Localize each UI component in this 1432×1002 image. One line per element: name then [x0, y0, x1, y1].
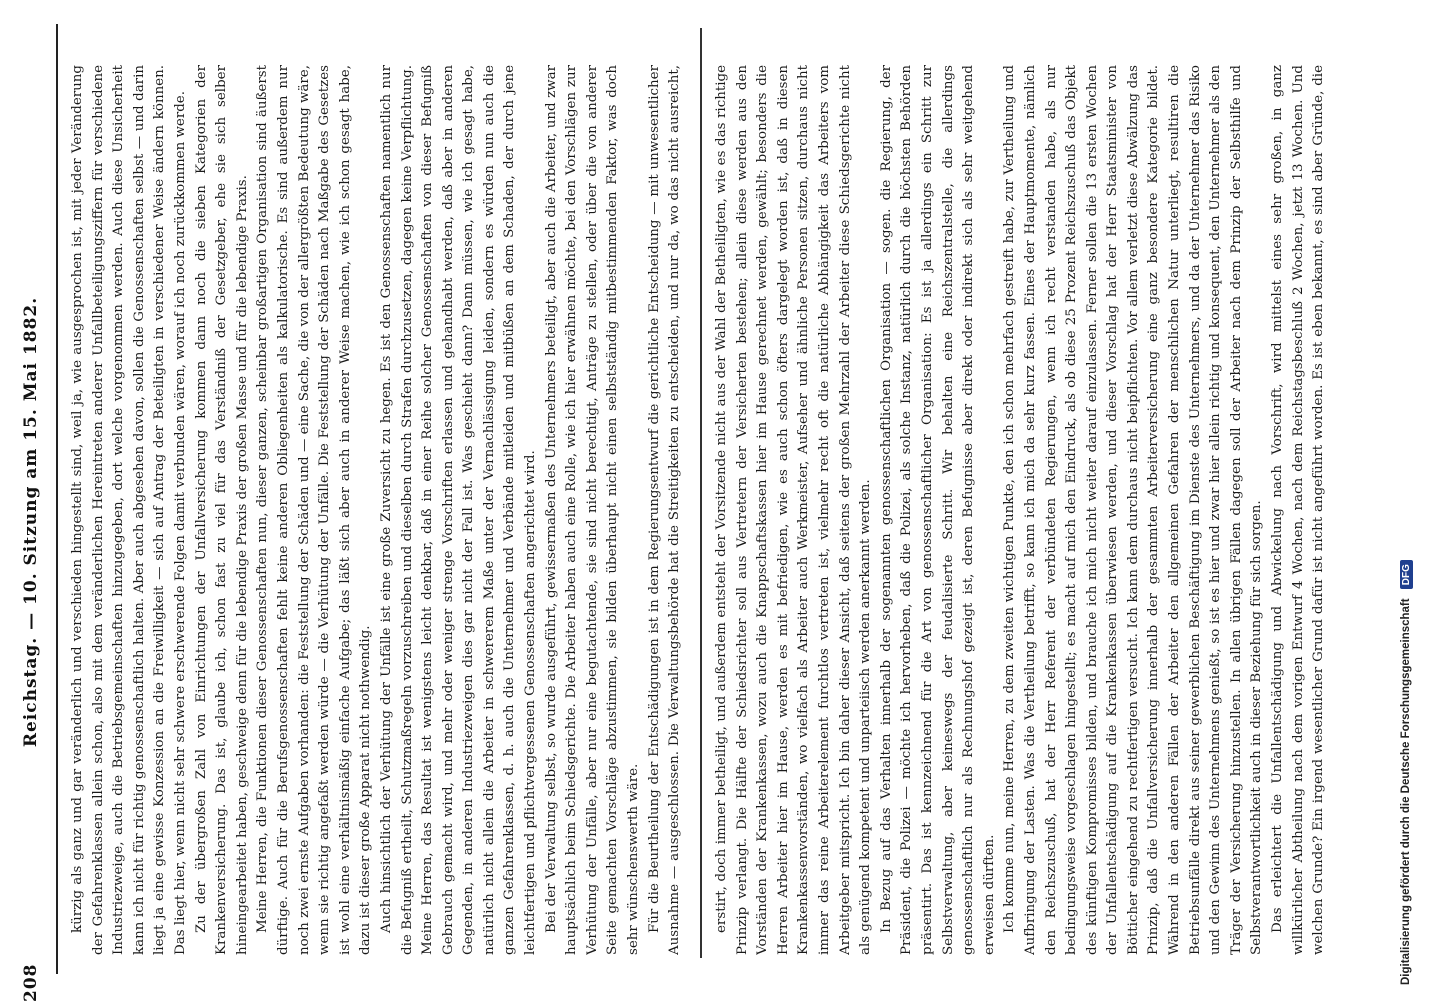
paragraph: Auch hinsichtlich der Verhütung der Unfälle ist eine große Zuversicht zu hegen. Es ist den Genossenschaften namentlich nur die Befugniß ertheilt, Schutzmaßregeln vorzuschreiben und dieselben durch Strafen durchzusetzen, dagegen keine Verpflichtung. Meine Herren, das Resultat ist wenigstens leicht denkbar, daß in einer Reihe solcher Genossenschaften von dieser Befugniß Gebrauch gemacht wird, und mehr oder weniger strenge Vorschriften erlassen und gehandhabt werden, daß aber in anderen Gegenden, in anderen Industriezweigen dies gar nicht der Fall ist. Was geschieht dann? Dann müssen, wie ich gesagt habe, natürlich nicht allein die Arbeiter in schwererem Maße unter der Vernachlässigung leiden, sondern es würden nun auch die ganzen Gefahrenklassen, d. h. auch die Unternehmer und Verbände mitleiden und mitbüßen an dem Schaden, der durch jene leichtfertigen und pflichtvergessenen Genossenschaften angerichtet wird. — [377, 65, 542, 955]
paragraph: Meine Herren, die Funktionen dieser Genossenschaften nun, dieser ganzen, scheinbar großartigen Organisation sind äußerst dürftige. Auch für die Berufsgenossenschaften fehlt keine anderen Obliegenheiten als kalkulatorische. Es sind außerdem nur noch zwei ernste Aufgaben vorhanden: die Feststellung der Schäden und — eine Sache, die von der allergrößten Bedeutung wäre, wenn sie richtig angefaßt werden würde — die Verhütung der Unfälle. Die Feststellung der Schäden nach Maßgabe des Gesetzes ist wohl eine verhältnismäßig einfache Aufgabe; das läßt sich aber auch in anderer Weise machen, wie ich schon gesagt habe, dazu ist dieser große Apparat nicht nothwendig. — [253, 65, 377, 955]
digitization-credit — [1400, 5, 1424, 985]
paragraph: Zu der übergroßen Zahl von Einrichtungen der Unfallversicherung kommen dann noch die sieben Kategorien der Krankenversicherung. Das ist, glaube ich, schon fast zu viel für das Verständniß der Gesetzgeber, ehe sie sich selber hineingearbeitet haben, geschweige denn für die lebendige Praxis der großen Masse und für die lebendige Praxis. — [192, 65, 254, 955]
paragraph: Für die Beurtheilung der Entschädigungen ist in dem Regierungsentwurf die gerichtliche Entscheidung — mit unwesentlicher Ausnahme — ausgeschlossen. Die Verwaltungsbehörde hat die Streitigkeiten zu entscheiden, und nur da, wo das nicht ausreicht, — [645, 65, 688, 955]
paragraph: kürzig als ganz und gar veränderlich und verschieden hingestellt sind, weil ja, wie ausgesprochen ist, mit jeder Veränderung der Gefahrenklassen allein schon, also mit dem veränderlichen Hereintreten anderer Unfallbeteiligungsziffern für verschiedene Industriezweige, auch die Betriebsgemeinschaften hinzugegeben, dort welche vorgenommen werden. Auch diese Unsicherheit kann ich nicht für richtig genossenschaftlich halten. Aber auch abgesehen davon, sollen die Genossenschaften selbst — und darin liegt ja eine gewisse Konzession an die Freiwilligkeit — sich auf Antrag der Beteiligten in verschiedener Weise ändern können. Das liegt hier, wenn nicht sehr schwere erschwerende Folgen damit verbunden wären, worauf ich noch zurückkommen werde. — [68, 65, 192, 955]
paragraph: Das erleichtert die Unfallentschädigung und Abwickelung nach Vorschrift, wird mittelst eines sehr großen, in ganz willkürlicher Abtheilung nach dem vorigen Entwurf 4 Wochen, nach dem Reichstagsbeschluß 2 Wochen, jetzt 13 Wochen. Und welchen Grunde? Ein irgend wesentlicher Grund dafür ist nicht angeführt worden. Es ist eben bekannt, es sind aber Gründe, die — [1268, 65, 1332, 955]
paragraph: Ich komme nun, meine Herren, zu dem zweiten wichtigen Punkte, den ich schon mehrfach gestreift habe, zur Vertheilung und Aufbringung der Lasten. Was die Vertheilung betrifft, so kann ich mich da sehr kurz fassen. Eines der Hauptmomente, nämlich den Reichszuschuß, hat der Herr Referent der verbündeten Regierungen, wenn ich recht verstanden habe, als nur bedingungsweise vorgeschlagen hingestellt; es macht auf mich den Eindruck, als ob diese 25 Prozent Reichszuschuß das Objekt des künftigen Kompromisses bilden, und brauche ich mich nicht weiter darauf einzulassen. Ferner sollen die 13 ersten Wochen der Unfallentschädigung auf die Krankenkassen überwiesen werden, und dieser Vorschlag hat der Herr Staatsminister von Bötticher eingehend zu rechtfertigen versucht. Ich kann dem durchaus nicht beipflichten. Vor allem verletzt diese Abwälzung das Prinzip, daß die Unfallversicherung innerhalb der gesammten Arbeiterversicherung eine ganz besondere Kategorie bildet. Während in den anderen Fällen der Arbeiter den allgemeinen Gefahren der menschlichen Natur unterliegt, resultiren die Betriebsunfälle direkt aus seiner gewerblichen Beschäftigung im Dienste des Unternehmers, und da der Unternehmer das Risiko und den Gewinn des Unternehmens genießt, so ist es hier und zwar hier allein richtig und konsequent, den Unternehmer als den Träger der Versicherung hinzustellen. In allen übrigen Fällen dagegen soll der Arbeiter nach dem Prinzip der Selbsthilfe und Selbstverantwortlichkeit auch in dieser Beziehung für sich sorgen. — [1000, 65, 1268, 955]
paragraph: Bei der Verwaltung selbst, so wurde ausgeführt, gewissermaßen des Unternehmers beteiligt, aber auch die Arbeiter, und zwar hauptsächlich beim Schiedsgerichte. Die Arbeiter haben auch eine Rolle, wie ich hier erwähnen möchte, bei den Vorschlägen zur Verhütung der Unfälle, aber nur eine begutachtende, sie sind nicht berechtigt, Anträge zu stellen, oder über die von anderer Seite gemachten Vorschläge abzustimmen, sie bilden überhaupt nicht einen selbstständig mitbestimmenden Faktor, was doch sehr wünschenswerth wäre. — [542, 65, 645, 955]
dfg-logo: DFG — [1400, 560, 1413, 589]
credit-text: Digitalisierung gefördert durch die Deutsche Forschungsgemeinschaft — [1400, 598, 1412, 985]
paragraph: erstirt, doch immer betheiligt, und außerdem entsteht der Vorsitzende nicht aus der Wahl der Betheiligten, wie es das richtige Prinzip verlangt. Die Hälfte der Schiedsrichter soll aus Vertretern der Versicherten bestehen; allein diese werden aus den Vorständen der Krankenkassen, wozu auch die Knappschaftskassen hier im Hause gerechnet werden, gewählt; besonders die Herren Arbeiter hier im Hause, werden es mit befriedigen, wie es auch schon öfters dargelegt worden ist, daß in diesen Krankenkassenvorständen, wo vielfach als Arbeiter auch Werkmeister, Aufseher und ähnliche Personen sitzen, durchaus nicht immer das reine Arbeiterelement furchtlos vertreten ist, vielmehr recht oft die natürliche Abhängigkeit das Arbeiters vom Arbeitgeber mitspricht. Ich bin daher dieser Ansicht, daß seitens der großen Mehrzahl der Arbeiter diese Schiedsgerichte nicht als genügend kompetent und unparteiisch werden anerkannt werden. — [712, 65, 877, 955]
right-column — [712, 65, 1332, 955]
header-rule — [56, 24, 58, 974]
column-divider — [700, 28, 702, 958]
paragraph: In Bezug auf das Verhalten innerhalb der sogenannten genossenschaftlichen Organisation — sogen. die Regierung, der Präsident, die Polizei — möchte ich hervorheben, daß die Polizei, als solche Instanz, natürlich durch die höchsten Behörden präsentirt. Das ist kennzeichnend für die Art von genossenschaftlicher Organisation: Es ist ja allerdings ein Schritt zur Selbstverwaltung, aber keineswegs der feudalisierte Schritt. Wir behalten eine Reichszentralstelle, die allerdings genossenschaftlich nur als Rechnungshof gezeigt ist, deren Befugnisse aber direkt oder indirekt sich als sehr weitgehend erweisen dürften. — [877, 65, 1001, 955]
page-number: 208 — [21, 964, 41, 1002]
page-title: Reichstag. — 10. Sitzung am 15. Mai 1882. — [21, 42, 41, 1002]
left-column — [68, 65, 688, 955]
running-head — [15, 42, 45, 1002]
